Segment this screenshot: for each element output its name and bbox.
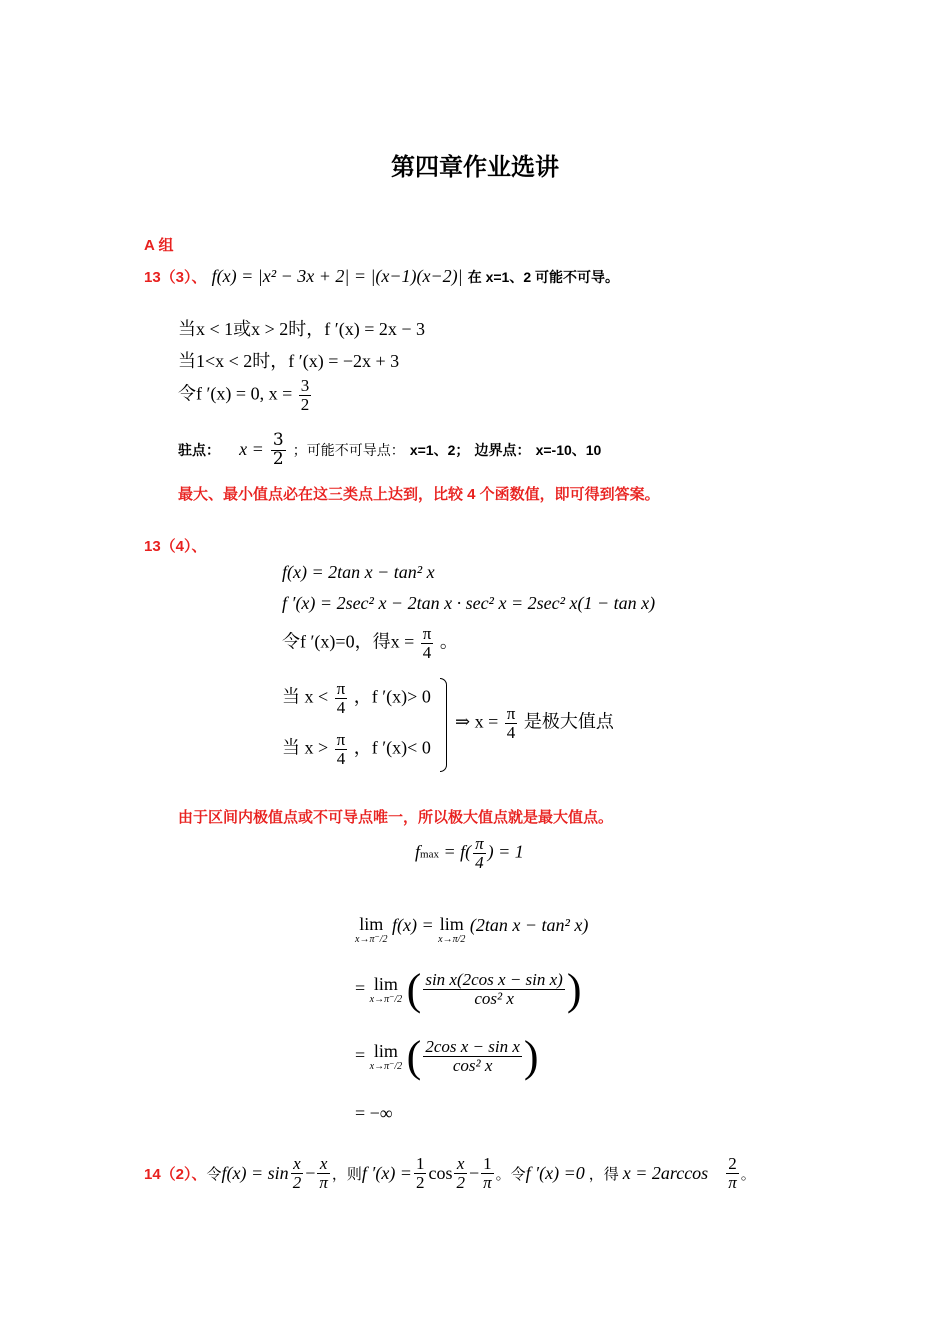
x-numerator-3: x [454,1155,467,1174]
lim-3-rparen: ) [523,1032,539,1081]
stationary-label: 驻点： [178,441,220,458]
one-over-pi-fraction [481,1155,494,1192]
x-over-2-fraction-2 [454,1155,467,1192]
fmax-pi: π [475,834,484,853]
lim-sub-1b: x→π/2 [438,934,466,945]
problem-14-2-de: ，得 [588,1164,619,1183]
lim-word-1b: lim [439,914,464,934]
lim-2-num: sin x(2cos x − sin x) [425,970,563,990]
nondiff-values: x=1、2； [409,441,470,458]
problem-14-2-label: 14（2）、 [144,1165,207,1183]
limit-line-2 [355,965,582,1014]
problem-13-3-note: 在 x=1、2 可能不可导。 [467,269,620,285]
fraction-numerator: 3 [300,376,310,395]
problem-14-2-fdef: f(x) = sin [221,1162,289,1183]
one-numerator-2: 1 [481,1155,494,1174]
implies-four: 4 [506,722,516,742]
problem-14-2-end: 。 [740,1164,756,1183]
lim-2-fraction [423,971,565,1008]
lim-2-rparen: ) [566,965,582,1014]
problem-13-4-implication [455,705,614,742]
lim-operator-1 [355,915,388,945]
problem-14-2 [144,1155,756,1192]
case-1-prefix: 当 x < [282,686,329,707]
fmax-f: f [415,841,421,862]
critical-prefix: 令f ′(x)=0，得x = [282,631,415,652]
group-a-heading: A 组 [144,237,174,254]
problem-13-4-derivative: f ′(x) = 2sec² x − 2tan x · sec² x = 2sec² x(1 − tan x) [282,593,656,613]
pi-denominator-2: π [483,1172,492,1192]
fmax-fraction [473,835,486,872]
boundary-label: 边界点： [474,441,531,458]
two-denominator: 2 [292,1172,302,1192]
case-1-suffix: ，f ′(x)> 0 [353,686,431,707]
problem-13-3-points [178,432,601,469]
fmax-four: 4 [475,852,484,872]
fraction-three-halves [299,377,312,414]
problem-13-4-case-2 [282,731,431,768]
fraction-denominator: 2 [300,394,310,414]
minus-sign-2: − [468,1162,480,1183]
problem-13-4-case-1 [282,680,431,717]
problem-13-3-conclusion: 最大、最小值点必在这三类点上达到，比较 4 个函数值，即可得到答案。 [178,486,660,503]
problem-13-3-case-2: 当1<x < 2时，f ′(x) = −2x + 3 [178,351,400,371]
fmax-equation [415,835,524,872]
two-over-pi-fraction [726,1155,739,1192]
critical-period: 。 [439,631,458,652]
stationary-numerator: 3 [272,430,284,450]
lim-3-lparen: ( [406,1032,422,1081]
problem-13-4-function: f(x) = 2tan x − tan² x [282,562,435,582]
right-brace [440,678,447,772]
lim-1-left: f(x) = [392,915,434,935]
lim-word-2: lim [373,973,398,994]
lim-3-eq: = [355,1044,366,1065]
lim-operator-1b [438,915,465,945]
stationary-x: x = [239,438,264,459]
stationary-fraction [271,432,286,469]
limit-line-1 [355,915,588,945]
pi-denominator: π [319,1172,328,1192]
nondiff-label: ；可能不可导点： [292,442,405,459]
implies-prefix: ⇒ x = [455,711,499,732]
lim-operator-3 [370,1042,403,1072]
lim-3-fraction [423,1038,522,1075]
lim-2-lparen: ( [406,965,422,1014]
fmax-sub: max [420,848,439,861]
limit-result: = −∞ [355,1103,393,1123]
case-2-pi: π [336,730,346,749]
case-1-pi: π [336,679,346,698]
x-numerator-2: x [317,1155,330,1174]
problem-13-4-critical [282,625,458,662]
pi-denominator-3: π [728,1172,737,1192]
problem-14-2-fpzero: f ′(x) =0 [525,1162,585,1183]
problem-13-3-formula: f(x) = |x² − 3x + 2| = |(x−1)(x−2)| [211,266,463,286]
problem-13-4-label: 13（4）、 [144,538,207,555]
case-1-fraction [335,680,348,717]
cos-word: cos [428,1162,453,1183]
problem-13-3-label: 13（3）、 [144,269,207,286]
lim-1-right: (2tan x − tan² x) [469,915,589,935]
lim-word-3: lim [373,1040,398,1061]
minus-sign: − [305,1162,316,1183]
lim-sub-1: x→π⁻/2 [355,934,388,945]
fmax-suffix: ) = 1 [487,841,524,862]
one-numerator: 1 [415,1154,425,1173]
problem-14-2-result: x = 2arccos [622,1162,709,1183]
problem-14-2-ze: ，则 [331,1164,362,1183]
pi-numerator: π [422,624,432,643]
implies-fraction [505,705,518,742]
problem-13-3-stationary-eq [178,377,313,414]
x-over-pi-fraction [317,1155,330,1192]
lim-2-eq: = [355,977,366,998]
implies-pi: π [506,704,516,723]
two-denominator-3: 2 [456,1172,465,1192]
lim-sub-3: x→π⁻/2 [369,1060,403,1072]
case-2-fraction [335,731,348,768]
problem-14-2-fpdef: f ′(x) = [361,1162,412,1183]
case-2-prefix: 当 x > [282,737,329,758]
lim-word-1: lim [359,914,384,934]
two-denominator-2: 2 [415,1172,425,1192]
pi-over-4-fraction [421,625,434,662]
x-over-2-fraction [291,1155,304,1192]
stationary-eq-prefix: 令f ′(x) = 0, x = [178,383,293,404]
lim-3-den: cos² x [452,1056,493,1076]
boundary-values: x=-10、10 [535,441,602,458]
limit-line-3 [355,1032,539,1081]
two-numerator: 2 [726,1155,739,1174]
lim-operator-2 [370,975,403,1005]
one-half-fraction [414,1155,427,1192]
stationary-denominator: 2 [272,448,284,469]
max-point-text: 是极大值点 [523,711,614,732]
page-title: 第四章作业选讲 [391,152,559,181]
x-numerator: x [291,1155,304,1174]
problem-13-3-header [144,266,619,287]
problem-14-2-ling: 令 [206,1164,222,1183]
problem-14-2-mid: 。令 [495,1164,526,1183]
case-2-suffix: ，f ′(x)< 0 [353,737,431,758]
case-1-four: 4 [336,697,346,717]
lim-2-den: cos² x [474,989,514,1009]
lim-3-num: 2cos x − sin x [425,1037,520,1057]
four-denominator: 4 [422,642,432,662]
fmax-mid: = f( [443,841,472,862]
problem-13-3-case-1: 当x < 1或x > 2时，f ′(x) = 2x − 3 [178,319,426,339]
problem-13-4-conclusion: 由于区间内极值点或不可导点唯一，所以极大值点就是最大值点。 [178,809,614,826]
lim-sub-2: x→π⁻/2 [369,993,403,1005]
case-2-four: 4 [336,748,346,768]
